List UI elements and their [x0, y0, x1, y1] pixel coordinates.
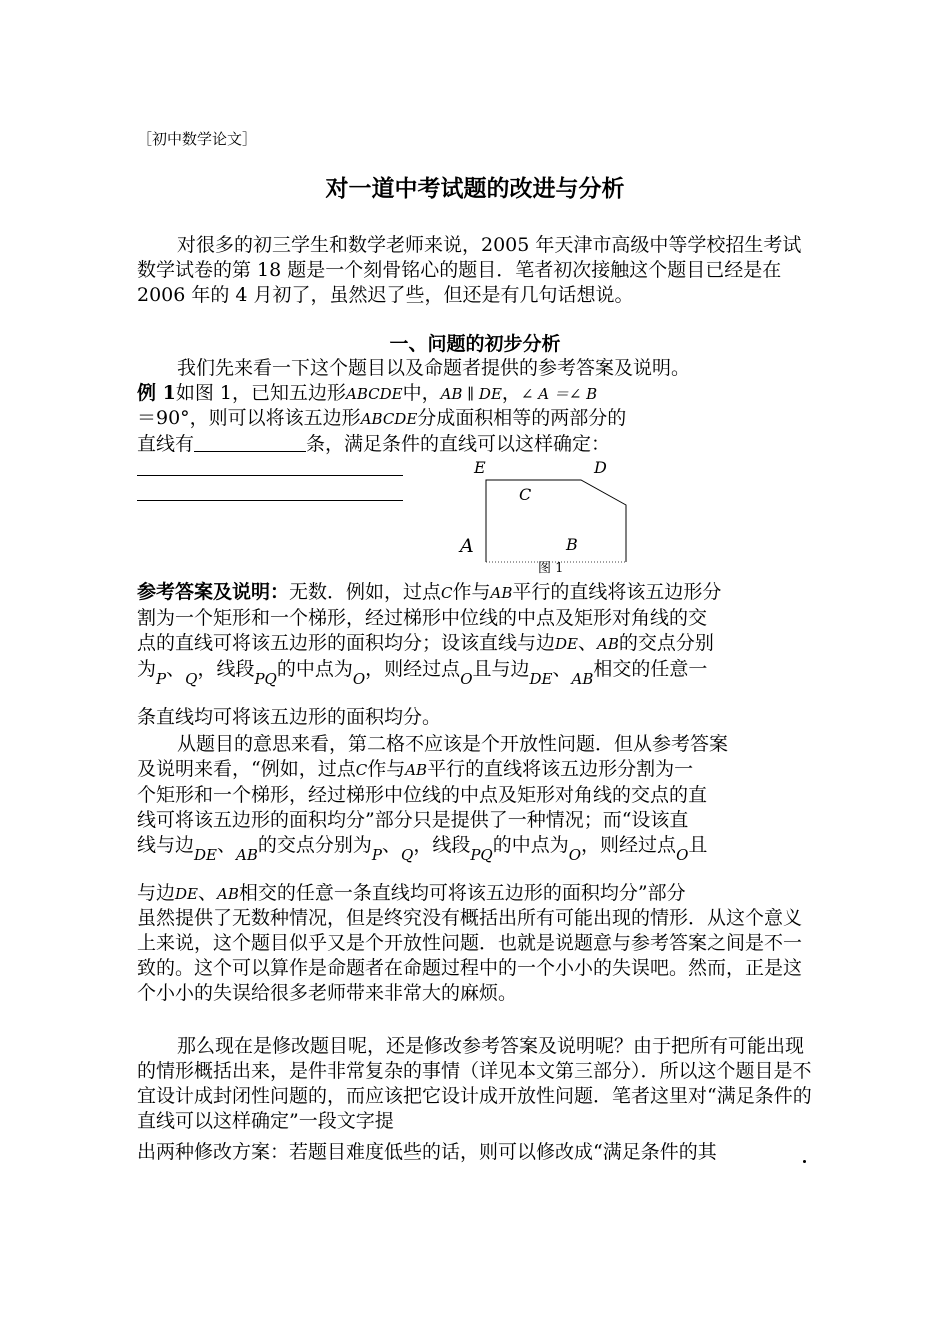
para2-line-5: 线与边$_{DE}$、$_{AB}$的交点分别为$_P$、$_Q$，线段$_{PQ}$的中点为$_O$，则经过点$_O$且 — [137, 834, 708, 864]
para3-last-line: 出两种修改方案：若题目难度低些的话，则可以修改成“满足条件的其 — [137, 1141, 717, 1163]
label-b: B — [566, 535, 578, 554]
example-line-1: 例 1如图 1，已知五边形ABCDE中，AB ∥ DE，∠ A ＝∠ B — [137, 382, 598, 404]
example-line-3: 直线有 条，满足条件的直线可以这样确定： — [137, 433, 611, 455]
label-a: A — [460, 535, 474, 557]
answer-line-4: 为$_P$、$_Q$，线段$_{PQ}$的中点为$_O$，则经过点$_O$且与边$_{DE}$、$_{AB}$相交的任意一 — [137, 658, 708, 688]
answer-line-3: 点的直线可将该五边形的面积均分；设该直线与边DE、AB的交点分别 — [137, 632, 714, 654]
answer-rule-1 — [137, 475, 403, 476]
example-line-2: ＝90°，则可以将该五边形ABCDE分成面积相等的两部分的 — [137, 407, 627, 429]
para2-line-2: 及说明来看，“例如，过点C作与AB平行的直线将该五边形分割为一 — [137, 758, 694, 780]
para2-line-1: 从题目的意思来看，第二格不应该是个开放性问题．但从参考答案 — [177, 733, 729, 755]
para2-line-4: 线可将该五边形的面积均分”部分只是提供了一种情况；而“设该直 — [137, 809, 689, 831]
label-d: D — [594, 458, 607, 477]
answer-rule-2 — [137, 500, 403, 501]
para3-main: 那么现在是修改题目呢，还是修改参考答案及说明呢？由于把所有可能出现的情形概括出来，是件非常复杂的事情（详见本文第三部分）．所以这个题目是不宜设计成封闭性问题的，而应该把它设计成开放性问题．笔者这里对“满足条件的直线可以这样确定”一段文字提 — [137, 1035, 812, 1132]
label-c: C — [519, 485, 532, 504]
answer-label: 参考答案及说明： — [137, 581, 290, 603]
label-e: E — [474, 458, 486, 477]
example-label: 例 1 — [137, 382, 176, 404]
section-heading: 一、问题的初步分析 — [389, 333, 561, 355]
answer-line-5: 条直线均可将该五边形的面积均分。 — [137, 706, 442, 728]
para2-line-3: 个矩形和一个梯形，经过梯形中位线的中点及矩形对角线的交点的直 — [137, 784, 708, 806]
category-tag: ［初中数学论文］ — [137, 130, 258, 148]
pentagon-figure — [450, 455, 650, 580]
para2-line-6: 与边DE、AB相交的任意一条直线均可将该五边形的面积均分”部分 — [137, 882, 686, 904]
pentagon-outline — [486, 480, 626, 562]
page-end-dot — [803, 1160, 806, 1163]
page-title: 对一道中考试题的改进与分析 — [325, 175, 625, 202]
para2-rest: 虽然提供了无数种情况，但是终究没有概括出所有可能出现的情形．从这个意义上来说，这个题目似乎又是个开放性问题．也就是说题意与参考答案之间是不一致的。这个可以算作是命题者在命题过程中的一个小小的失误吧。然而，正是这个小小的失误给很多老师带来非常大的麻烦。 — [137, 907, 803, 1004]
intro-paragraph: 对很多的初三学生和数学老师来说，2005 年天津市高级中等学校招生考试数学试卷的第 18 题是一个刻骨铭心的题目．笔者初次接触这个题目已经是在 2006 年的 4 月初了，虽然迟了些，但还是有几句话想说。 — [137, 234, 802, 306]
answer-line-1: 参考答案及说明：无数．例如，过点C作与AB平行的直线将该五边形分 — [137, 581, 722, 603]
section-lead: 我们先来看一下这个题目以及命题者提供的参考答案及说明。 — [177, 357, 691, 379]
answer-blank — [194, 433, 306, 452]
figure-caption: 图 1 — [538, 561, 564, 576]
answer-line-2: 割为一个矩形和一个梯形，经过梯形中位线的中点及矩形对角线的交 — [137, 607, 708, 629]
